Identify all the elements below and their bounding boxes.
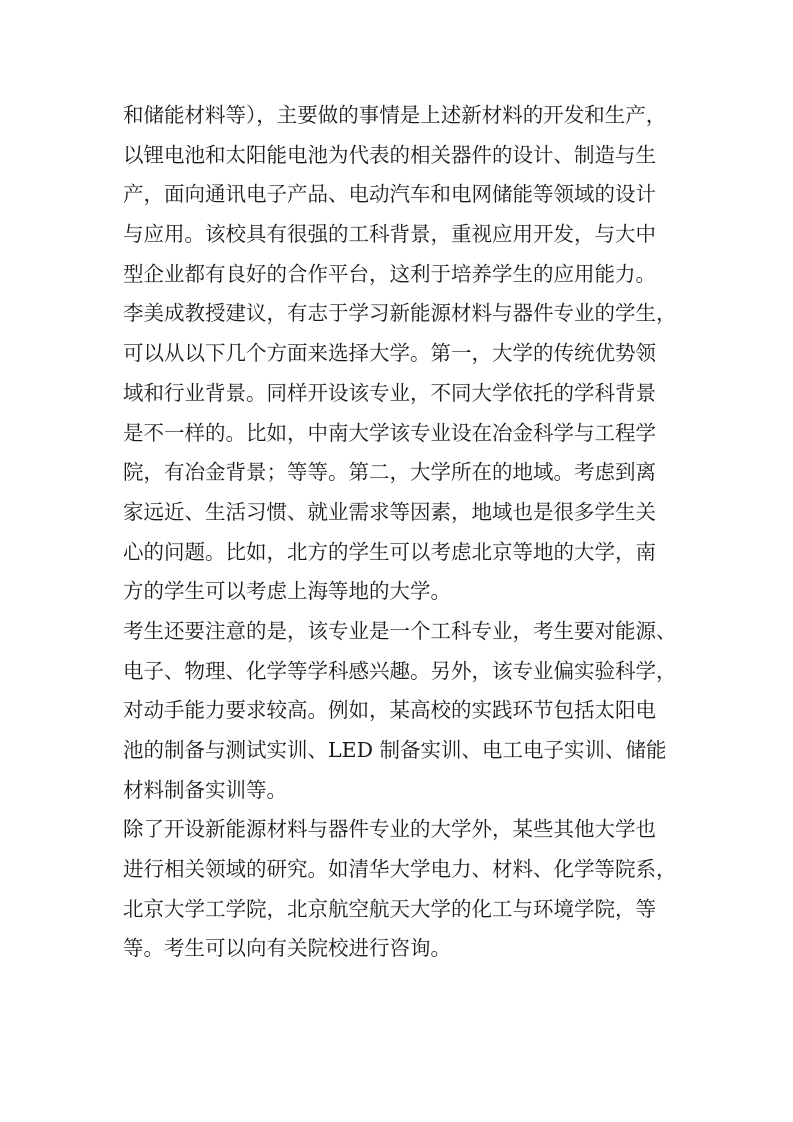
text-line: 域和行业背景。同样开设该专业，不同大学依托的学科背景 (123, 380, 656, 405)
text-line: 李美成教授建议，有志于学习新能源材料与器件专业的学生， (123, 301, 677, 326)
text-line: 家远近、生活习惯、就业需求等因素，地域也是很多学生关 (123, 499, 656, 524)
text-line: 池的制备与测试实训、LED 制备实训、电工电子实训、储能 (123, 738, 667, 762)
text-line: 产，面向通讯电子产品、电动汽车和电网储能等领域的设计 (123, 182, 656, 207)
text-line: 与应用。该校具有很强的工科背景，重视应用开发，与大中 (123, 222, 656, 247)
text-line: 进行相关领域的研究。如清华大学电力、材料、化学等院系， (123, 857, 677, 882)
text-line: 型企业都有良好的合作平台，这利于培养学生的应用能力。 (123, 261, 656, 286)
text-line: 心的问题。比如，北方的学生可以考虑北京等地的大学，南 (123, 539, 656, 564)
text-line: 对动手能力要求较高。例如，某高校的实践环节包括太阳电 (123, 698, 656, 723)
text-line: 北京大学工学院，北京航空航天大学的化工与环境学院，等 (123, 896, 656, 921)
text-line: 院，有冶金背景；等等。第二，大学所在的地域。考虑到离 (123, 460, 656, 485)
text-line: 除了开设新能源材料与器件专业的大学外，某些其他大学也 (123, 817, 656, 842)
text-line: 方的学生可以考虑上海等地的大学。 (123, 579, 451, 604)
text-line: 材料制备实训等。 (123, 777, 287, 802)
text-line: 电子、物理、化学等学科感兴趣。另外，该专业偏实验科学， (123, 658, 677, 683)
text-line: 可以从以下几个方面来选择大学。第一，大学的传统优势领 (123, 341, 656, 366)
body-text (123, 96, 683, 969)
text-line: 是不一样的。比如，中南大学该专业设在冶金科学与工程学 (123, 420, 656, 445)
text-line: 考生还要注意的是，该专业是一个工科专业，考生要对能源、 (123, 618, 677, 643)
text-line: 以锂电池和太阳能电池为代表的相关器件的设计、制造与生 (123, 142, 656, 167)
text-line: 等。考生可以向有关院校进行咨询。 (123, 936, 451, 961)
text-line: 和储能材料等），主要做的事情是上述新材料的开发和生产， (123, 103, 667, 127)
